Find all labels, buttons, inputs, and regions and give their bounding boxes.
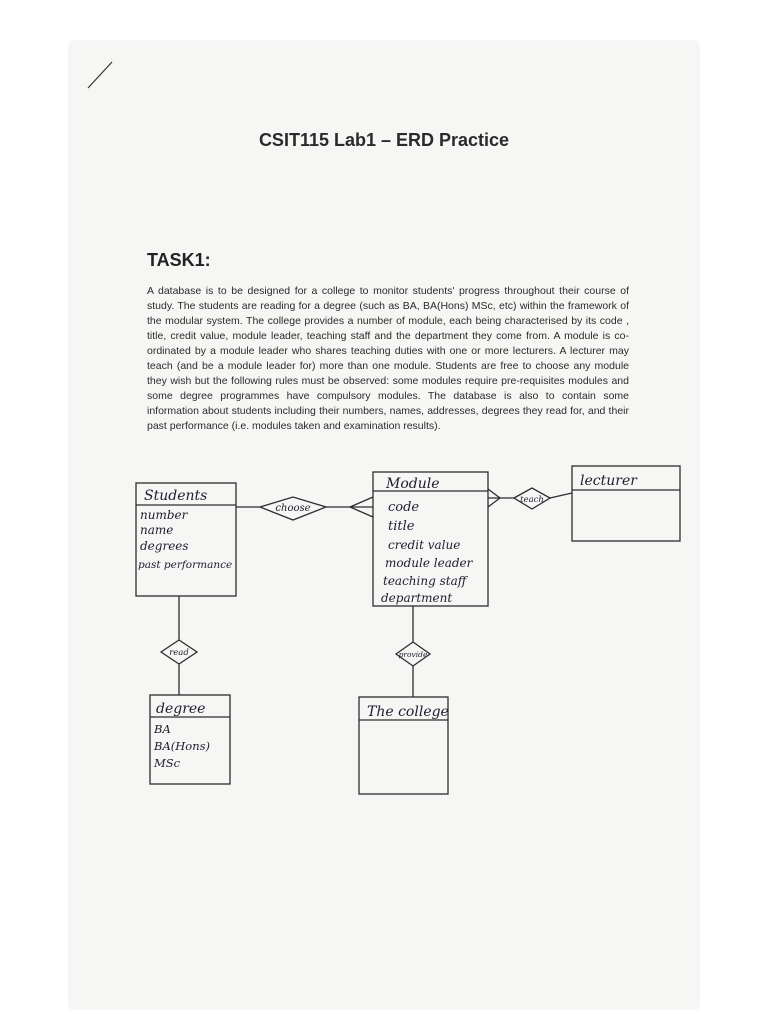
module-attribute: department — [381, 591, 453, 605]
task-description: A database is to be designed for a college to monitor students' progress throughout their course of study. The students are reading for a degree (such as BA, BA(Hons) MSc, etc) within the framework of the modular system. The college provides a number of module, each being characterised by its code , title, credit value, module leader, teaching staff and the department they come from. A module is co-ordinated by a module leader who shares teaching duties with one or more lecturers. A lecturer may teach (and be a module leader for) more than one module. Students are free to choose any module they wish but the following rules must be observed: some modules require pre-requisites modules and some degree programmes have compulsory modules. The database is also to contain some information about students including their numbers, names, addresses, degrees they read for, and their past performance (i.e. modules taken and examination results). — [147, 285, 629, 432]
college-entity-name: The college — [367, 704, 449, 720]
students-attribute: degrees — [140, 539, 189, 553]
document-title: CSIT115 Lab1 – ERD Practice — [258, 130, 510, 150]
students-attribute: past performance — [138, 559, 233, 571]
degree-attribute: MSc — [154, 756, 181, 770]
choose-label: choose — [275, 503, 311, 514]
degree-entity-name: degree — [156, 701, 206, 717]
lecturer-entity-name: lecturer — [580, 473, 637, 489]
task-heading: TASK1: — [147, 250, 211, 270]
module-entity-name: Module — [386, 476, 440, 492]
module-attribute: credit value — [388, 538, 461, 552]
degree-attribute: BA — [154, 722, 171, 736]
module-attribute: title — [388, 519, 415, 534]
teach-label: teach — [520, 495, 544, 505]
module-attribute: code — [388, 500, 420, 515]
module-attribute: teaching staff — [383, 574, 467, 588]
provide-label: provide — [398, 650, 428, 659]
students-attribute: number — [140, 508, 188, 522]
degree-attribute: BA(Hons) — [154, 739, 210, 753]
module-attribute: module leader — [385, 556, 473, 570]
students-entity-name: Students — [144, 488, 208, 504]
students-attribute: name — [140, 523, 174, 537]
read-label: read — [169, 648, 189, 658]
